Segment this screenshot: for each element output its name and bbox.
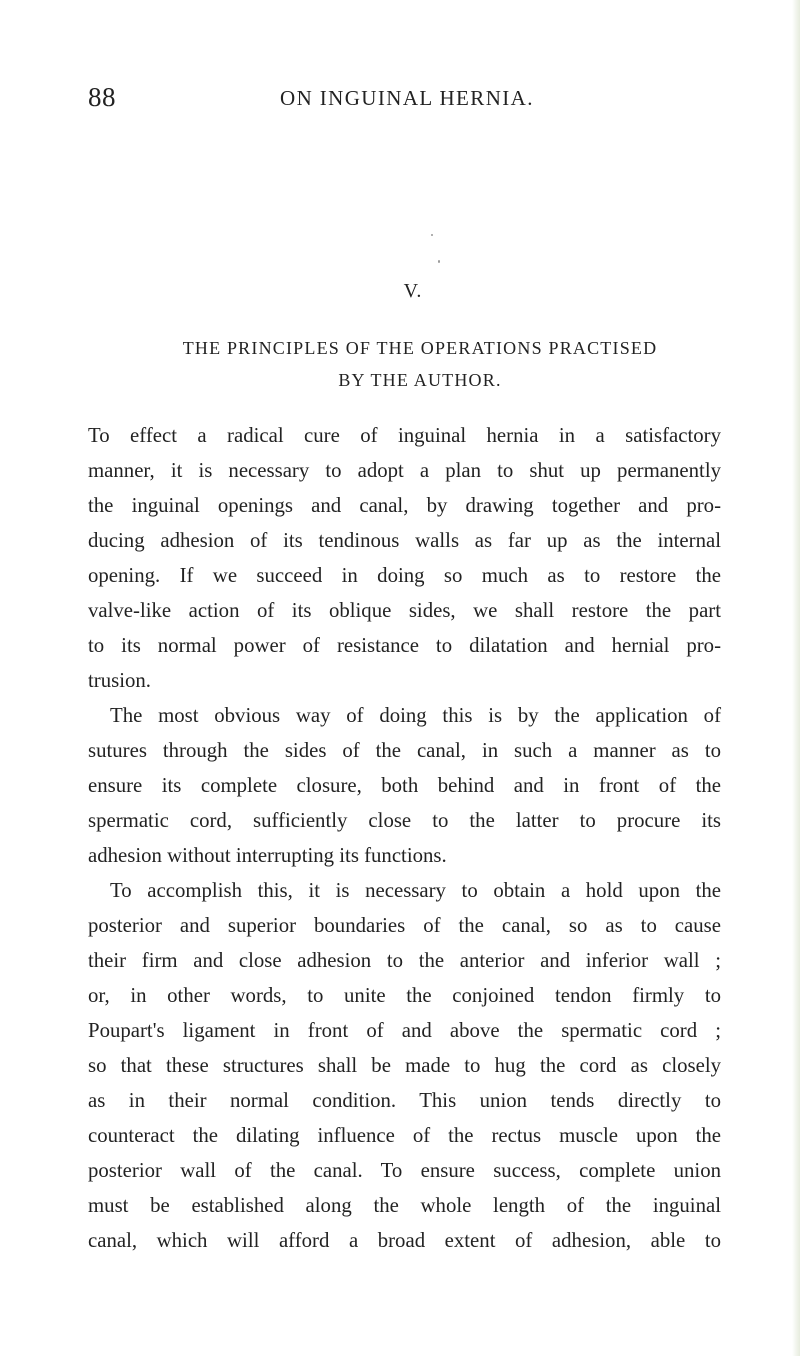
- body-text: [88, 418, 721, 1258]
- text-line: or, in other words, to unite the conjoined tendon firmly to: [88, 984, 721, 1007]
- text-line: the inguinal openings and canal, by drawing together and pro-: [88, 494, 721, 517]
- text-line: adhesion without interrupting its functions.: [88, 844, 447, 867]
- text-line: valve-like action of its oblique sides, we shall restore the part: [88, 599, 721, 622]
- running-head: [88, 82, 720, 116]
- text-line: their firm and close adhesion to the anterior and inferior wall ;: [88, 949, 721, 972]
- page-number: 88: [88, 82, 116, 112]
- text-line: canal, which will afford a broad extent of adhesion, able to: [88, 1229, 721, 1252]
- text-line: posterior wall of the canal. To ensure success, complete union: [88, 1159, 721, 1182]
- section-title-line: THE PRINCIPLES OF THE OPERATIONS PRACTISED: [182, 338, 658, 358]
- text-line: counteract the dilating influence of the rectus muscle upon the: [88, 1124, 721, 1147]
- running-title: ON INGUINAL HERNIA.: [280, 86, 534, 110]
- text-line: spermatic cord, sufficiently close to the latter to procure its: [88, 809, 721, 832]
- section-title-line: BY THE AUTHOR.: [338, 370, 502, 390]
- text-line: To accomplish this, it is necessary to obtain a hold upon the: [110, 879, 721, 902]
- text-line: ducing adhesion of its tendinous walls as far up as the internal: [88, 529, 721, 552]
- section-number: V.: [403, 280, 423, 302]
- text-line: must be established along the whole length of the inguinal: [88, 1194, 721, 1217]
- text-line: To effect a radical cure of inguinal hernia in a satisfactory: [88, 424, 721, 447]
- page-edge-shadow: [792, 0, 800, 1356]
- text-line: trusion.: [88, 669, 151, 692]
- print-speck: [438, 260, 440, 263]
- print-speck: [431, 234, 433, 236]
- text-line: manner, it is necessary to adopt a plan to shut up permanently: [88, 459, 721, 482]
- text-line: opening. If we succeed in doing so much as to restore the: [88, 564, 721, 587]
- section-title: [120, 332, 720, 396]
- text-line: posterior and superior boundaries of the canal, so as to cause: [88, 914, 721, 937]
- text-line: ensure its complete closure, both behind and in front of the: [88, 774, 721, 797]
- text-line: so that these structures shall be made to hug the cord as closely: [88, 1054, 721, 1077]
- text-line: to its normal power of resistance to dilatation and hernial pro-: [88, 634, 721, 657]
- text-line: Poupart's ligament in front of and above the spermatic cord ;: [88, 1019, 721, 1042]
- text-line: sutures through the sides of the canal, in such a manner as to: [88, 739, 721, 762]
- text-line: as in their normal condition. This union tends directly to: [88, 1089, 721, 1112]
- text-line: The most obvious way of doing this is by the application of: [110, 704, 721, 727]
